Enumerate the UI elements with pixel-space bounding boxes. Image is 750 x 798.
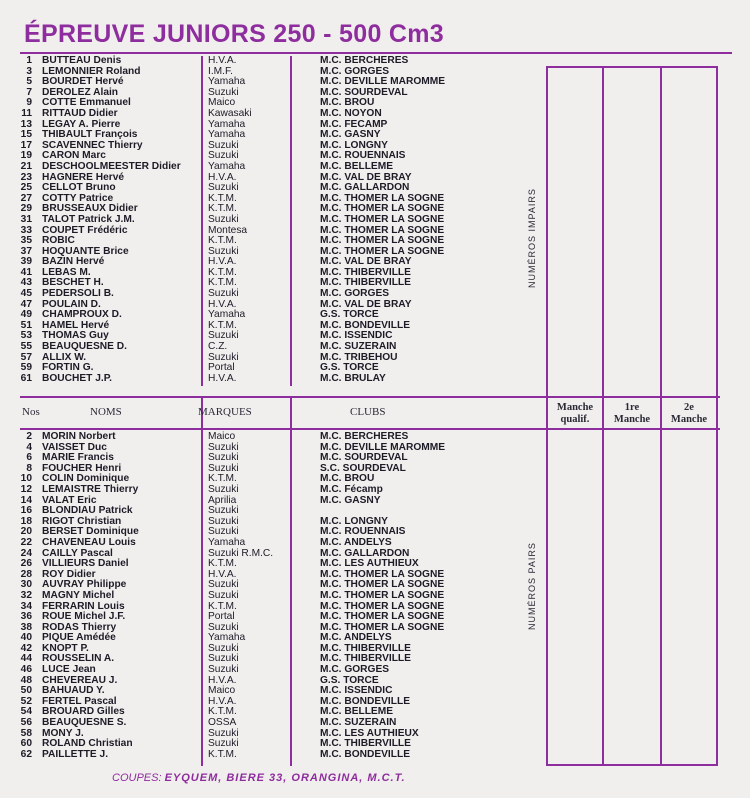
bike-brand: C.Z. [208, 341, 228, 353]
entry-number: 9 [26, 97, 32, 109]
bike-brand: Portal [208, 362, 235, 374]
entry-number: 21 [20, 160, 32, 172]
bike-brand: Suzuki [208, 86, 239, 98]
club-name: M.C. THOMER LA SOGNE [320, 224, 445, 236]
club-name: M.C. THOMER LA SOGNE [320, 235, 445, 247]
bike-brand: Suzuki [208, 526, 239, 538]
rider-name: RODAS Thierry [42, 621, 117, 633]
club-name: M.C. ROUENNAIS [320, 150, 406, 162]
bike-brand: Suzuki [208, 621, 239, 633]
club-name: M.C. THOMER LA SOGNE [320, 213, 445, 225]
rider-name: FOUCHER Henri [42, 462, 122, 474]
entry-number: 46 [20, 664, 32, 676]
club-name: M.C. VAL DE BRAY [320, 298, 412, 310]
rider-name: HAGNERE Hervé [42, 171, 125, 183]
bike-brand: Suzuki [208, 462, 239, 474]
entry-number: 38 [20, 621, 32, 633]
bike-brand: Suzuki [208, 589, 239, 601]
bike-brand: Suzuki [208, 505, 239, 517]
club-name: M.C. THIBERVILLE [320, 738, 411, 750]
bike-brand: I.M.F. [208, 65, 233, 77]
header-rule-top [20, 396, 720, 398]
rider-name: PEDERSOLI B. [42, 288, 114, 300]
entry-number: 54 [20, 706, 32, 718]
rider-name: BEAUQUESNE S. [42, 717, 127, 729]
entry-number: 15 [20, 129, 32, 141]
entry-number: 18 [20, 515, 32, 527]
club-name: M.C. VAL DE BRAY [320, 171, 412, 183]
label-numeros-impairs: NUMÉROS IMPAIRS [527, 188, 537, 288]
club-name: M.C. BRULAY [320, 372, 386, 384]
bike-brand: Suzuki [208, 653, 239, 665]
club-name: M.C. SUZERAIN [320, 341, 397, 353]
club-name: M.C. SOURDEVAL [320, 452, 408, 464]
entry-row [0, 432, 560, 443]
club-name: M.C. SUZERAIN [320, 717, 397, 729]
entry-number: 19 [20, 150, 32, 162]
rider-name: THOMAS Guy [42, 330, 109, 342]
header-marques: MARQUES [198, 406, 252, 418]
rider-name: BAHUAUD Y. [42, 685, 105, 697]
header-noms: NOMS [90, 406, 122, 418]
entry-number: 1 [26, 55, 32, 66]
bike-brand: Suzuki [208, 330, 239, 342]
bike-brand: Suzuki [208, 182, 239, 194]
club-name: M.C. GASNY [320, 494, 381, 506]
rider-name: ALLIX W. [42, 351, 87, 363]
grid-col-3 [660, 66, 662, 766]
bike-brand: K.T.M. [208, 319, 237, 331]
entry-row [0, 109, 560, 120]
bike-brand: Yamaha [208, 118, 246, 130]
rider-name: CAILLY Pascal [42, 547, 113, 559]
rider-name: COLIN Dominique [42, 473, 130, 485]
bike-brand: Suzuki R.M.C. [208, 547, 274, 559]
rider-name: MORIN Norbert [42, 431, 116, 442]
header-manche-1: 1re Manche [613, 402, 651, 425]
bike-brand: Yamaha [208, 129, 246, 141]
entry-number: 4 [26, 441, 32, 453]
bike-brand: H.V.A. [208, 372, 237, 384]
rider-name: ROBIC [42, 235, 75, 247]
entry-number: 13 [20, 118, 32, 130]
club-name: M.C. BROU [320, 97, 375, 109]
rider-name: ROUE Michel J.F. [42, 611, 126, 623]
rider-name: MARIE Francis [42, 452, 114, 464]
club-name: M.C. THOMER LA SOGNE [320, 203, 445, 215]
title-rule [20, 52, 732, 54]
rider-name: BAZIN Hervé [42, 256, 105, 268]
entry-number: 20 [20, 526, 32, 538]
rider-name: LUCE Jean [42, 664, 96, 676]
bike-brand: Portal [208, 611, 235, 623]
entry-number: 57 [20, 351, 32, 363]
club-name: M.C. THOMER LA SOGNE [320, 568, 445, 580]
bike-brand: Maico [208, 97, 236, 109]
header-manche-2: 2e Manche [670, 402, 708, 425]
club-name: M.C. GALLARDON [320, 182, 410, 194]
bike-brand: Aprilia [208, 494, 237, 506]
entry-number: 44 [20, 653, 32, 665]
bike-brand: K.T.M. [208, 203, 237, 215]
bike-brand: Suzuki [208, 245, 239, 257]
bike-brand: Suzuki [208, 139, 239, 151]
bike-brand: H.V.A. [208, 674, 237, 686]
bike-brand: Suzuki [208, 738, 239, 750]
entry-row [0, 215, 560, 226]
rider-name: POULAIN D. [42, 298, 101, 310]
rider-name: FORTIN G. [42, 362, 94, 374]
club-name: M.C. BONDEVILLE [320, 748, 410, 760]
entry-number: 37 [20, 245, 32, 257]
bike-brand: H.V.A. [208, 256, 237, 268]
club-name: M.C. ISSENDIC [320, 330, 393, 342]
club-name: G.S. TORCE [320, 309, 379, 321]
header-rule-bottom [20, 428, 720, 430]
entry-row [0, 718, 560, 729]
club-name: M.C. GORGES [320, 664, 390, 676]
rider-name: VALAT Eric [42, 494, 97, 506]
entry-number: 8 [26, 462, 32, 474]
bike-brand: K.T.M. [208, 748, 237, 760]
entry-number: 48 [20, 674, 32, 686]
entry-number: 55 [20, 341, 32, 353]
entry-row [0, 485, 560, 496]
entry-number: 52 [20, 695, 32, 707]
bike-brand: K.T.M. [208, 266, 237, 278]
bike-brand: H.V.A. [208, 298, 237, 310]
rider-name: HOQUANTE Brice [42, 245, 129, 257]
bike-brand: H.V.A. [208, 171, 237, 183]
bike-brand: Yamaha [208, 309, 246, 321]
club-name: M.C. THIBERVILLE [320, 642, 411, 654]
club-name: M.C. ISSENDIC [320, 685, 393, 697]
bike-brand: H.V.A. [208, 55, 237, 66]
rider-name: RITTAUD Didier [42, 107, 118, 119]
bike-brand: Suzuki [208, 642, 239, 654]
rider-name: PAILLETTE J. [42, 748, 109, 760]
entry-number: 36 [20, 611, 32, 623]
header-manche-qualif: Manche qualif. [556, 402, 594, 425]
entry-number: 2 [26, 431, 32, 442]
grid-col-4 [716, 66, 718, 766]
label-numeros-pairs: NUMÉROS PAIRS [527, 542, 537, 630]
rider-name: MAGNY Michel [42, 589, 115, 601]
club-name: M.C. THOMER LA SOGNE [320, 589, 445, 601]
header-clubs: CLUBS [350, 406, 386, 418]
odd-entries-list [0, 56, 560, 384]
entry-row [0, 591, 560, 602]
entry-number: 41 [20, 266, 32, 278]
rider-name: LEMONNIER Roland [42, 65, 141, 77]
entry-number: 47 [20, 298, 32, 310]
entry-row [0, 750, 560, 761]
entry-number: 49 [20, 309, 32, 321]
entry-number: 35 [20, 235, 32, 247]
rider-name: COTTY Patrice [42, 192, 114, 204]
entry-number: 16 [20, 505, 32, 517]
entry-number: 23 [20, 171, 32, 183]
entry-number: 12 [20, 483, 32, 495]
club-name: M.C. THOMER LA SOGNE [320, 579, 445, 591]
bike-brand: Suzuki [208, 213, 239, 225]
entry-row [0, 56, 560, 67]
entry-number: 56 [20, 717, 32, 729]
rider-name: BERSET Dominique [42, 526, 139, 538]
club-name: G.S. TORCE [320, 674, 379, 686]
bike-brand: Yamaha [208, 536, 246, 548]
bike-brand: Suzuki [208, 483, 239, 495]
rider-name: BUTTEAU Denis [42, 55, 122, 66]
club-name: M.C. LES AUTHIEUX [320, 558, 419, 570]
entry-number: 25 [20, 182, 32, 194]
bike-brand: Kawasaki [208, 107, 252, 119]
rider-name: BROUARD Gilles [42, 706, 125, 718]
club-name: M.C. Fécamp [320, 483, 383, 495]
bike-brand: Suzuki [208, 441, 239, 453]
bike-brand: Yamaha [208, 632, 246, 644]
entry-number: 6 [26, 452, 32, 464]
club-name: M.C. LONGNY [320, 139, 388, 151]
rider-name: FERTEL Pascal [42, 695, 117, 707]
rider-name: LEBAS M. [42, 266, 91, 278]
rider-name: SCAVENNEC Thierry [42, 139, 143, 151]
entry-number: 29 [20, 203, 32, 215]
bike-brand: Suzuki [208, 727, 239, 739]
bike-brand: K.T.M. [208, 235, 237, 247]
rider-name: ROY Didier [42, 568, 96, 580]
bike-brand: K.T.M. [208, 473, 237, 485]
grid-top [546, 66, 718, 68]
club-name: M.C. BERCHERES [320, 55, 409, 66]
club-name: G.S. TORCE [320, 362, 379, 374]
club-name: M.C. THOMER LA SOGNE [320, 245, 445, 257]
club-name: M.C. THOMER LA SOGNE [320, 192, 445, 204]
entry-number: 42 [20, 642, 32, 654]
club-name: M.C. THIBERVILLE [320, 277, 411, 289]
entry-number: 28 [20, 568, 32, 580]
rider-name: LEMAISTRE Thierry [42, 483, 139, 495]
club-name: M.C. BONDEVILLE [320, 319, 410, 331]
rider-name: BESCHET H. [42, 277, 104, 289]
club-name: M.C. DEVILLE MAROMME [320, 441, 446, 453]
club-name: M.C. GORGES [320, 288, 390, 300]
club-name: M.C. GASNY [320, 129, 381, 141]
grid-col-2 [602, 66, 604, 766]
entry-number: 32 [20, 589, 32, 601]
entry-number: 53 [20, 330, 32, 342]
rider-name: CHAVENEAU Louis [42, 536, 136, 548]
entry-number: 62 [20, 748, 32, 760]
club-name: M.C. DEVILLE MAROMME [320, 76, 446, 88]
entry-number: 40 [20, 632, 32, 644]
bike-brand: K.T.M. [208, 192, 237, 204]
page-title: ÉPREUVE JUNIORS 250 - 500 Cm3 [24, 20, 444, 48]
entry-row [0, 538, 560, 549]
rider-name: KNOPT P. [42, 642, 89, 654]
club-name: M.C. NOYON [320, 107, 382, 119]
bike-brand: K.T.M. [208, 706, 237, 718]
rider-name: ROUSSELIN A. [42, 653, 115, 665]
entry-number: 34 [20, 600, 32, 612]
rider-name: RIGOT Christian [42, 515, 122, 527]
rider-name: DEROLEZ Alain [42, 86, 119, 98]
club-name: M.C. ROUENNAIS [320, 526, 406, 538]
grid-bottom [546, 764, 718, 766]
rider-name: PIQUE Amédée [42, 632, 116, 644]
club-name: M.C. ANDELYS [320, 632, 392, 644]
club-name: M.C. LES AUTHIEUX [320, 727, 419, 739]
header-no: Nos [22, 406, 40, 418]
rider-name: AUVRAY Philippe [42, 579, 127, 591]
entry-number: 3 [26, 65, 32, 77]
entry-number: 17 [20, 139, 32, 151]
rider-name: VAISSET Duc [42, 441, 107, 453]
rider-name: BOURDET Hervé [42, 76, 124, 88]
club-name: M.C. LONGNY [320, 515, 388, 527]
bike-brand: Suzuki [208, 452, 239, 464]
even-entries-list [0, 432, 560, 760]
entry-row [0, 374, 560, 385]
entry-number: 60 [20, 738, 32, 750]
rider-name: HAMEL Hervé [42, 319, 110, 331]
entry-number: 22 [20, 536, 32, 548]
bike-brand: K.T.M. [208, 558, 237, 570]
rider-name: MONY J. [42, 727, 84, 739]
club-name: M.C. ANDELYS [320, 536, 392, 548]
entry-number: 33 [20, 224, 32, 236]
entry-row [0, 226, 560, 237]
bike-brand: Montesa [208, 224, 248, 236]
bike-brand: Maico [208, 431, 236, 442]
club-name: M.C. BERCHERES [320, 431, 409, 442]
club-name: M.C. THIBERVILLE [320, 266, 411, 278]
bike-brand: Suzuki [208, 579, 239, 591]
entry-number: 43 [20, 277, 32, 289]
entry-number: 59 [20, 362, 32, 374]
rider-name: LEGAY A. Pierre [42, 118, 121, 130]
rider-name: BLONDIAU Patrick [42, 505, 133, 517]
entry-number: 45 [20, 288, 32, 300]
rider-name: DESCHOOLMEESTER Didier [42, 160, 181, 172]
rider-name: CHEVEREAU J. [42, 674, 118, 686]
club-name: M.C. THIBERVILLE [320, 653, 411, 665]
bike-brand: Suzuki [208, 664, 239, 676]
bike-brand: OSSA [208, 717, 237, 729]
rider-name: COUPET Frédéric [42, 224, 128, 236]
bike-brand: Maico [208, 685, 236, 697]
rider-name: BRUSSEAUX Didier [42, 203, 138, 215]
club-name: M.C. FECAMP [320, 118, 388, 130]
rider-name: COTTE Emmanuel [42, 97, 131, 109]
club-name: M.C. BELLEME [320, 160, 394, 172]
bike-brand: Suzuki [208, 150, 239, 162]
club-name: M.C. GORGES [320, 65, 390, 77]
entry-number: 51 [20, 319, 32, 331]
bike-brand: H.V.A. [208, 568, 237, 580]
bike-brand: Suzuki [208, 288, 239, 300]
entry-number: 39 [20, 256, 32, 268]
club-name: M.C. THOMER LA SOGNE [320, 611, 445, 623]
entry-row [0, 162, 560, 173]
bike-brand: K.T.M. [208, 277, 237, 289]
entry-number: 31 [20, 213, 32, 225]
bike-brand: K.T.M. [208, 600, 237, 612]
club-name: M.C. BELLEME [320, 706, 394, 718]
entry-number: 7 [26, 86, 32, 98]
bike-brand: H.V.A. [208, 695, 237, 707]
entry-number: 24 [20, 547, 32, 559]
rider-name: CHAMPROUX D. [42, 309, 122, 321]
club-name: M.C. VAL DE BRAY [320, 256, 412, 268]
club-name: M.C. BONDEVILLE [320, 695, 410, 707]
entry-number: 26 [20, 558, 32, 570]
rider-name: BEAUQUESNE D. [42, 341, 127, 353]
entry-number: 30 [20, 579, 32, 591]
club-name: M.C. BROU [320, 473, 375, 485]
entry-number: 61 [20, 372, 32, 384]
club-name: M.C. TRIBEHOU [320, 351, 398, 363]
rider-name: FERRARIN Louis [42, 600, 125, 612]
rider-name: ROLAND Christian [42, 738, 133, 750]
rider-name: VILLIEURS Daniel [42, 558, 129, 570]
rider-name: CARON Marc [42, 150, 106, 162]
rider-name: CELLOT Bruno [42, 182, 116, 194]
bike-brand: Yamaha [208, 76, 246, 88]
club-name: M.C. THOMER LA SOGNE [320, 621, 445, 633]
entry-number: 10 [20, 473, 32, 485]
entry-number: 58 [20, 727, 32, 739]
entry-number: 5 [26, 76, 32, 88]
club-name: S.C. SOURDEVAL [320, 462, 406, 474]
rider-name: TALOT Patrick J.M. [42, 213, 135, 225]
entry-number: 14 [20, 494, 32, 506]
entry-number: 50 [20, 685, 32, 697]
club-name: M.C. SOURDEVAL [320, 86, 408, 98]
entry-number: 11 [21, 107, 32, 119]
club-name: M.C. GALLARDON [320, 547, 410, 559]
club-name: M.C. THOMER LA SOGNE [320, 600, 445, 612]
rider-name: THIBAULT François [42, 129, 138, 141]
entry-number: 27 [20, 192, 32, 204]
bike-brand: Suzuki [208, 515, 239, 527]
rider-name: BOUCHET J.P. [42, 372, 113, 384]
bike-brand: Suzuki [208, 351, 239, 363]
bike-brand: Yamaha [208, 160, 246, 172]
footer-sponsors: COUPES: EYQUEM, BIERE 33, ORANGINA, M.C.T. [112, 772, 406, 784]
